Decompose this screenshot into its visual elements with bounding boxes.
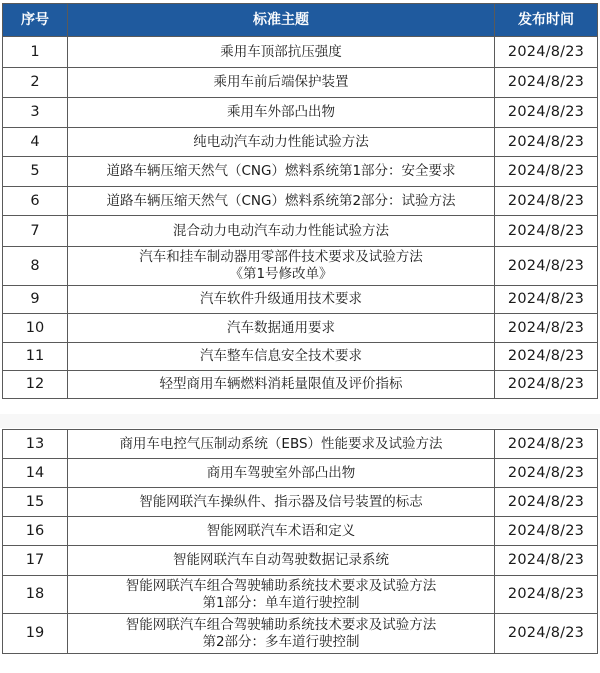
row-topic [68, 187, 495, 216]
table-row [3, 98, 598, 128]
row-date: 2024/8/23 [495, 37, 598, 68]
topic-line: 乘用车顶部抗压强度 [220, 43, 342, 60]
table-row [3, 546, 598, 576]
row-topic [68, 371, 495, 399]
row-number: 10 [3, 314, 68, 343]
topic-line: 轻型商用车辆燃料消耗量限值及评价指标 [159, 376, 403, 392]
row-number: 15 [3, 488, 68, 517]
topic-line: 汽车软件升级通用技术要求 [200, 291, 362, 307]
row-topic [68, 247, 495, 286]
row-date: 2024/8/23 [495, 314, 598, 343]
row-date: 2024/8/23 [495, 216, 598, 247]
row-number: 5 [3, 157, 68, 187]
row-number: 19 [3, 614, 68, 654]
row-date: 2024/8/23 [495, 98, 598, 128]
row-topic [68, 314, 495, 343]
row-date: 2024/8/23 [495, 247, 598, 286]
table-row [3, 68, 598, 98]
topic-line: 混合动力电动汽车动力性能试验方法 [173, 222, 389, 239]
table-row [3, 459, 598, 488]
header-no: 序号 [3, 4, 68, 37]
row-date: 2024/8/23 [495, 517, 598, 546]
standards-table-part-2 [2, 429, 598, 654]
table-row [3, 614, 598, 654]
topic-line: 商用车驾驶室外部凸出物 [206, 464, 356, 481]
table-row [3, 37, 598, 68]
table-row [3, 128, 598, 157]
row-topic [68, 216, 495, 247]
topic-line: 智能网联汽车操纵件、指示器及信号装置的标志 [139, 493, 423, 510]
topic-line: 乘用车外部凸出物 [227, 104, 335, 120]
row-topic [68, 98, 495, 128]
standards-table-part-1 [2, 3, 598, 399]
row-number: 2 [3, 68, 68, 98]
row-topic [68, 459, 495, 488]
row-number: 13 [3, 430, 68, 459]
row-date: 2024/8/23 [495, 371, 598, 399]
table-row [3, 216, 598, 247]
row-topic [68, 614, 495, 654]
row-number: 1 [3, 37, 68, 68]
topic-line: 第1部分：单车道行驶控制 [202, 594, 360, 611]
row-number: 8 [3, 247, 68, 286]
topic-line: 道路车辆压缩天然气（CNG）燃料系统第2部分：试验方法 [106, 192, 456, 209]
row-topic [68, 517, 495, 546]
table-row [3, 488, 598, 517]
row-topic [68, 286, 495, 314]
row-topic [68, 343, 495, 371]
topic-line: 道路车辆压缩天然气（CNG）燃料系统第1部分：安全要求 [106, 163, 456, 179]
table-row [3, 517, 598, 546]
row-number: 6 [3, 187, 68, 216]
table-row [3, 247, 598, 286]
topic-line: 《第1号修改单》 [229, 266, 333, 282]
row-date: 2024/8/23 [495, 68, 598, 98]
row-date: 2024/8/23 [495, 430, 598, 459]
row-number: 4 [3, 128, 68, 157]
table-row [3, 371, 598, 399]
row-date: 2024/8/23 [495, 546, 598, 576]
table-row [3, 576, 598, 614]
table-row [3, 187, 598, 216]
topic-line: 汽车和挂车制动器用零部件技术要求及试验方法 [139, 249, 423, 265]
row-number: 12 [3, 371, 68, 399]
row-number: 16 [3, 517, 68, 546]
table-header-row [3, 4, 598, 37]
topic-line: 智能网联汽车术语和定义 [206, 522, 356, 539]
section-gap [0, 414, 600, 428]
row-number: 11 [3, 343, 68, 371]
row-number: 9 [3, 286, 68, 314]
row-topic [68, 128, 495, 157]
row-date: 2024/8/23 [495, 157, 598, 187]
row-number: 17 [3, 546, 68, 576]
row-number: 3 [3, 98, 68, 128]
topic-line: 乘用车前后端保护装置 [213, 74, 349, 90]
row-date: 2024/8/23 [495, 614, 598, 654]
topic-line: 智能网联汽车组合驾驶辅助系统技术要求及试验方法 [125, 577, 437, 594]
table-row [3, 157, 598, 187]
row-number: 7 [3, 216, 68, 247]
row-number: 14 [3, 459, 68, 488]
topic-line: 纯电动汽车动力性能试验方法 [193, 133, 369, 150]
table-row [3, 314, 598, 343]
topic-line: 汽车整车信息安全技术要求 [200, 348, 362, 364]
row-topic [68, 576, 495, 614]
row-topic [68, 488, 495, 517]
row-date: 2024/8/23 [495, 187, 598, 216]
topic-line: 第2部分：多车道行驶控制 [202, 633, 360, 650]
header-topic: 标准主题 [68, 4, 495, 37]
table-row [3, 343, 598, 371]
row-topic [68, 430, 495, 459]
topic-line: 智能网联汽车组合驾驶辅助系统技术要求及试验方法 [125, 616, 437, 633]
topic-line: 商用车电控气压制动系统（EBS）性能要求及试验方法 [119, 435, 443, 452]
row-number: 18 [3, 576, 68, 614]
row-date: 2024/8/23 [495, 128, 598, 157]
row-topic [68, 546, 495, 576]
row-date: 2024/8/23 [495, 488, 598, 517]
topic-line: 汽车数据通用要求 [227, 319, 335, 336]
row-topic [68, 37, 495, 68]
table-row [3, 430, 598, 459]
row-date: 2024/8/23 [495, 343, 598, 371]
row-date: 2024/8/23 [495, 286, 598, 314]
row-date: 2024/8/23 [495, 576, 598, 614]
row-topic [68, 68, 495, 98]
row-topic [68, 157, 495, 187]
topic-line: 智能网联汽车自动驾驶数据记录系统 [173, 552, 389, 568]
row-date: 2024/8/23 [495, 459, 598, 488]
table-row [3, 286, 598, 314]
header-date: 发布时间 [495, 4, 598, 37]
